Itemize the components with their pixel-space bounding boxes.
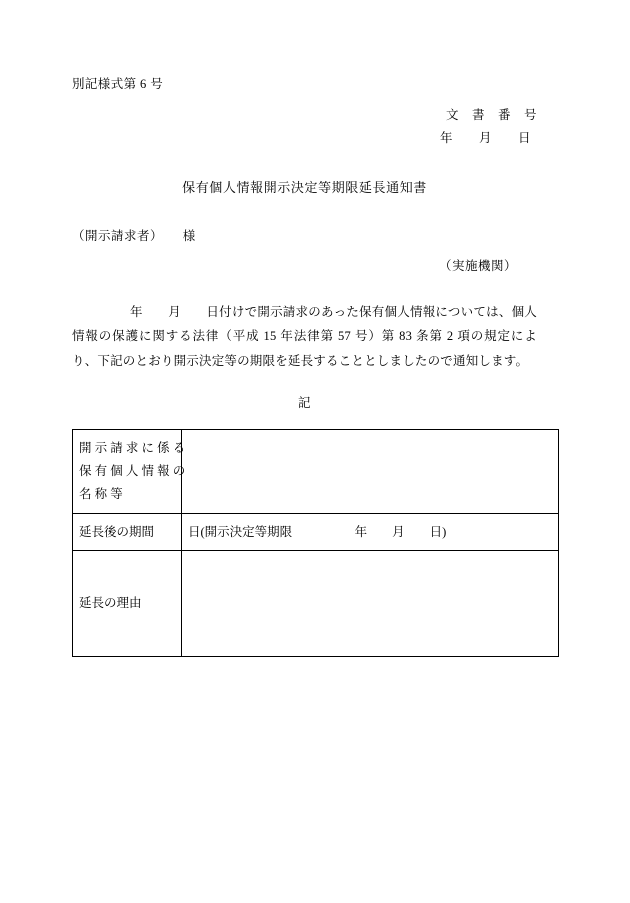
body-paragraph: [72, 300, 537, 373]
value-text: 日(開示決定等期限 年 月 日): [188, 524, 447, 539]
paragraph-text: 年 月 日付けで開示請求のあった保有個人情報については、個人情報の保護に関する法律（平成 15 年法律第 57 号）第 83 条第 2 項の規定により、下記のとおり開示決定等の期限を延長することとしましたので通知します。: [72, 305, 537, 368]
table-row: [73, 513, 559, 550]
row-label-extension-reason: [73, 550, 182, 656]
row-value-extension-reason[interactable]: [182, 550, 559, 656]
label-line: 名 称 等: [79, 487, 123, 502]
issuing-agency-line: （実施機関）: [438, 259, 517, 273]
row-value-extended-period[interactable]: [182, 513, 559, 550]
label-line: 保 有 個 人 情 報 の: [79, 464, 186, 479]
row-value-disclosure-request-info[interactable]: [182, 430, 559, 513]
document-date-label: 年 月 日: [439, 130, 531, 145]
table-row: [73, 550, 559, 656]
document-number-label: 文 書 番 号: [445, 108, 537, 122]
label-line: 延長後の期間: [79, 524, 155, 539]
row-label-extended-period: [73, 513, 182, 550]
row-label-disclosure-request-info: [73, 430, 186, 513]
document-body: [72, 74, 537, 657]
form-number: 別記様式第 6 号: [72, 77, 164, 91]
ki-marker: 記: [297, 396, 311, 411]
document-meta: [72, 104, 537, 149]
addressee-line: （開示請求者） 様: [72, 229, 196, 243]
page-title: 保有個人情報開示決定等期限延長通知書: [182, 180, 427, 195]
label-line: 延長の理由: [79, 596, 142, 611]
table-row: [73, 430, 559, 513]
label-line: 開 示 請 求 に 係 る: [79, 441, 186, 456]
details-table: [72, 429, 559, 657]
